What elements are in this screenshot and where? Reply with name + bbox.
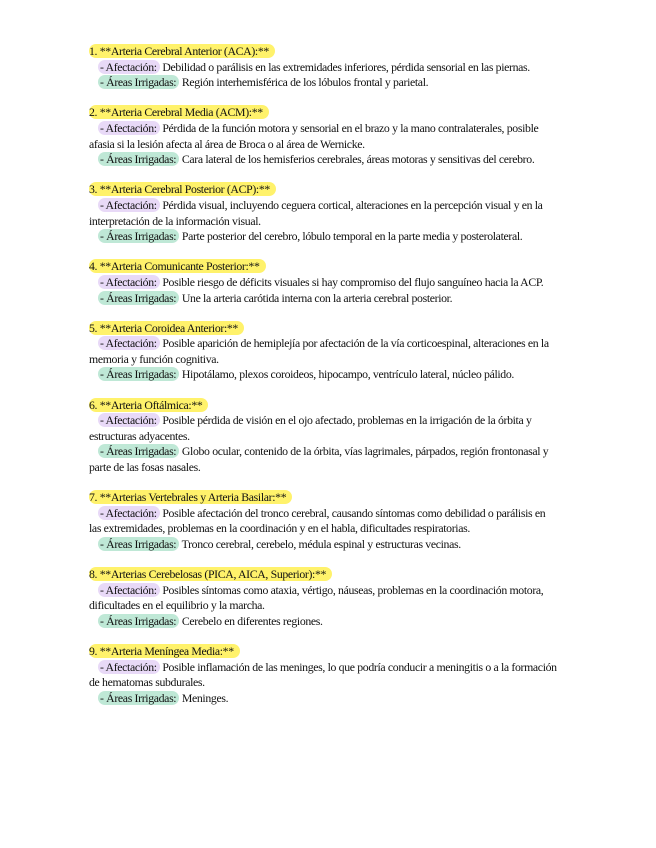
list-item [89,259,559,306]
areas-label: - Áreas Irrigadas: [98,75,179,89]
afectacion-label: - Afectación: [98,121,160,135]
afectacion-text: Posibles síntomas como ataxia, vértigo, náuseas, problemas en la coordinación motora, dificultades en el equilibrio y la marcha. [89,582,544,613]
list-item [89,644,559,706]
areas-text: Región interhemisférica de los lóbulos frontal y parietal. [181,75,429,90]
item-title: 8. **Arterias Cerebelosas (PICA, AICA, Superior):** [89,567,332,581]
item-title: 5. **Arteria Coroidea Anterior:** [89,321,244,335]
areas-text: Cara lateral de los hemisferios cerebrales, áreas motoras y sensitivas del cerebro. [181,152,535,167]
afectacion-text: Posible aparición de hemiplejía por afectación de la vía corticoespinal, alteraciones en la memoria y función cognitiva. [89,336,549,366]
areas-text: Tronco cerebral, cerebelo, médula espinal y estructuras vecinas. [181,537,461,551]
areas-label: - Áreas Irrigadas: [98,291,179,305]
areas-label: - Áreas Irrigadas: [98,444,179,458]
afectacion-label: - Afectación: [98,413,160,427]
areas-label: - Áreas Irrigadas: [98,614,179,628]
afectacion-text: Posible riesgo de déficits visuales si hay compromiso del flujo sanguíneo hacia la ACP. [162,274,544,289]
item-title: 4. **Arteria Comunicante Posterior:** [89,259,266,273]
item-title: 9. **Arteria Meníngea Media:** [89,644,240,658]
afectacion-text: Posible pérdida de visión en el ojo afectado, problemas en la irrigación de la órbita y estructuras adyacentes. [89,413,532,443]
areas-label: - Áreas Irrigadas: [98,229,179,243]
item-title: 7. **Arterias Vertebrales y Arteria Basilar:** [89,490,292,504]
item-title: 2. **Arteria Cerebral Media (ACM):** [89,105,269,119]
areas-text: Hipotálamo, plexos coroideos, hipocampo, ventrículo lateral, núcleo pálido. [181,367,515,382]
list-item [89,182,559,244]
list-item [89,321,559,383]
afectacion-text: Debilidad o parálisis en las extremidades inferiores, pérdida sensorial en las piernas. [162,59,530,74]
artery-list [89,44,559,721]
afectacion-text: Posible inflamación de las meninges, lo que podría conducir a meningitis o a la formación de hematomas subdurales. [89,659,557,690]
list-item [89,398,559,476]
item-title: 6. **Arteria Oftálmica:** [89,398,208,412]
areas-label: - Áreas Irrigadas: [98,152,179,166]
areas-label: - Áreas Irrigadas: [98,691,179,705]
areas-text: Meninges. [181,690,229,705]
areas-text: Cerebelo en diferentes regiones. [181,613,323,628]
afectacion-label: - Afectación: [98,198,160,212]
list-item [89,44,559,91]
afectacion-label: - Afectación: [98,506,160,520]
afectacion-label: - Afectación: [98,60,160,74]
afectacion-label: - Afectación: [98,583,160,597]
item-title: 3. **Arteria Cerebral Posterior (ACP):** [89,182,276,196]
afectacion-label: - Afectación: [98,660,160,674]
afectacion-text: Posible afectación del tronco cerebral, causando síntomas como debilidad o parálisis en las extremidades, problemas en la coordinación y en el habla, dificultades respiratorias. [89,505,546,536]
afectacion-text: Pérdida visual, incluyendo ceguera cortical, alteraciones en la percepción visual y en la interpretación de la información visual. [89,197,543,228]
areas-text: Globo ocular, contenido de la órbita, vías lagrimales, párpados, región frontonasal y parte de las fosas nasales. [89,444,549,475]
areas-label: - Áreas Irrigadas: [98,367,179,381]
areas-label: - Áreas Irrigadas: [98,537,179,551]
afectacion-text: Pérdida de la función motora y sensorial en el brazo y la mano contralaterales, posible afasia si la lesión afecta al área de Broca o al área de Wernicke. [89,120,539,151]
areas-text: Parte posterior del cerebro, lóbulo temporal en la parte media y posterolateral. [181,229,523,244]
areas-text: Une la arteria carótida interna con la arteria cerebral posterior. [181,290,453,305]
list-item [89,490,559,552]
item-title: 1. **Arteria Cerebral Anterior (ACA):** [89,44,275,58]
afectacion-label: - Afectación: [98,336,160,350]
afectacion-label: - Afectación: [98,275,160,289]
list-item [89,105,559,167]
list-item [89,567,559,629]
